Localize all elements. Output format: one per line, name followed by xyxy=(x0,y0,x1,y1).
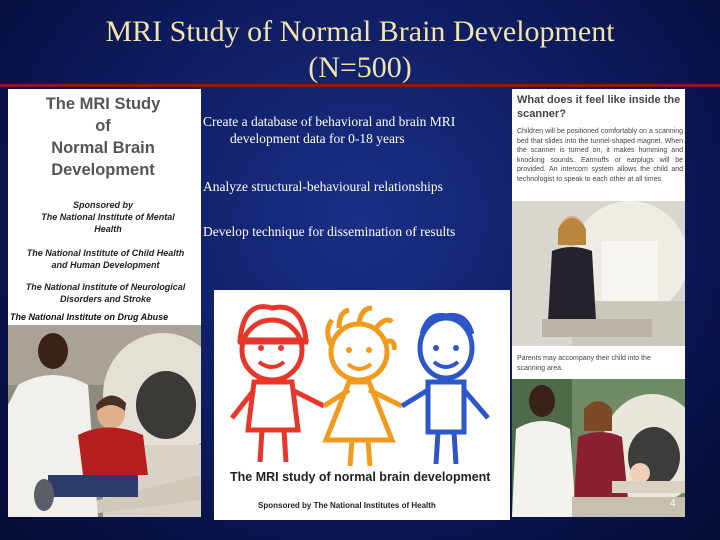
brochure-title-line: Normal Brain xyxy=(51,139,155,157)
bullet-item xyxy=(203,113,513,147)
bullet-line: development data for 0-18 years xyxy=(230,131,405,146)
slide-number: 4 xyxy=(670,498,676,509)
bullet-item: Develop technique for dissemination of results xyxy=(203,224,456,239)
scanner-description: Children will be positioned comfortably on a scanning bed that slides into the tunnel-shaped magnet. When the scanner is turned on, it makes humming and knocking sounds. Earmuffs or earplugs will be provided. An intercom system allows the child and technologist to speak to each other at all times. xyxy=(517,128,683,183)
brochure-title-line: The MRI Study xyxy=(45,95,161,113)
logo-sponsor: Sponsored by The National Institutes of Health xyxy=(258,501,436,510)
brochure-title xyxy=(8,93,198,181)
brochure-right-panel xyxy=(512,89,685,517)
brochure-left-panel xyxy=(8,89,201,517)
sponsor-nichd: The National Institute of Child Health and Human Development xyxy=(26,248,185,270)
slide-title xyxy=(0,14,720,86)
title-divider xyxy=(0,84,720,87)
scanner-photo-family xyxy=(512,379,685,517)
logo-caption: The MRI study of normal brain development xyxy=(230,470,491,484)
study-logo xyxy=(214,290,510,520)
sponsor-ninds: The National Institute of Neurological Disorders and Stroke xyxy=(25,282,186,304)
stick-figures-illustration xyxy=(214,290,510,470)
scanner-photo-girl xyxy=(512,201,685,346)
slide-title-line1: MRI Study of Normal Brain Development xyxy=(105,15,615,48)
slide-title-line2: (N=500) xyxy=(308,51,412,84)
brochure-title-line: Development xyxy=(51,161,155,179)
scanner-photo-left xyxy=(8,325,201,517)
sponsor-nida: The National Institute on Drug Abuse xyxy=(10,312,169,322)
sponsored-by-label: Sponsored by xyxy=(72,200,133,210)
sponsor-nimh: The National Institute of Mental Health xyxy=(41,212,175,234)
bullet-item: Analyze structural-behavioural relationships xyxy=(203,179,443,194)
brochure-title-line: of xyxy=(95,117,111,135)
bullet-line: Create a database of behavioral and brain MRI xyxy=(203,114,456,129)
parents-caption: Parents may accompany their child into the scanning area. xyxy=(517,355,651,372)
scanner-question-heading: What does it feel like inside the scanner? xyxy=(517,94,681,120)
